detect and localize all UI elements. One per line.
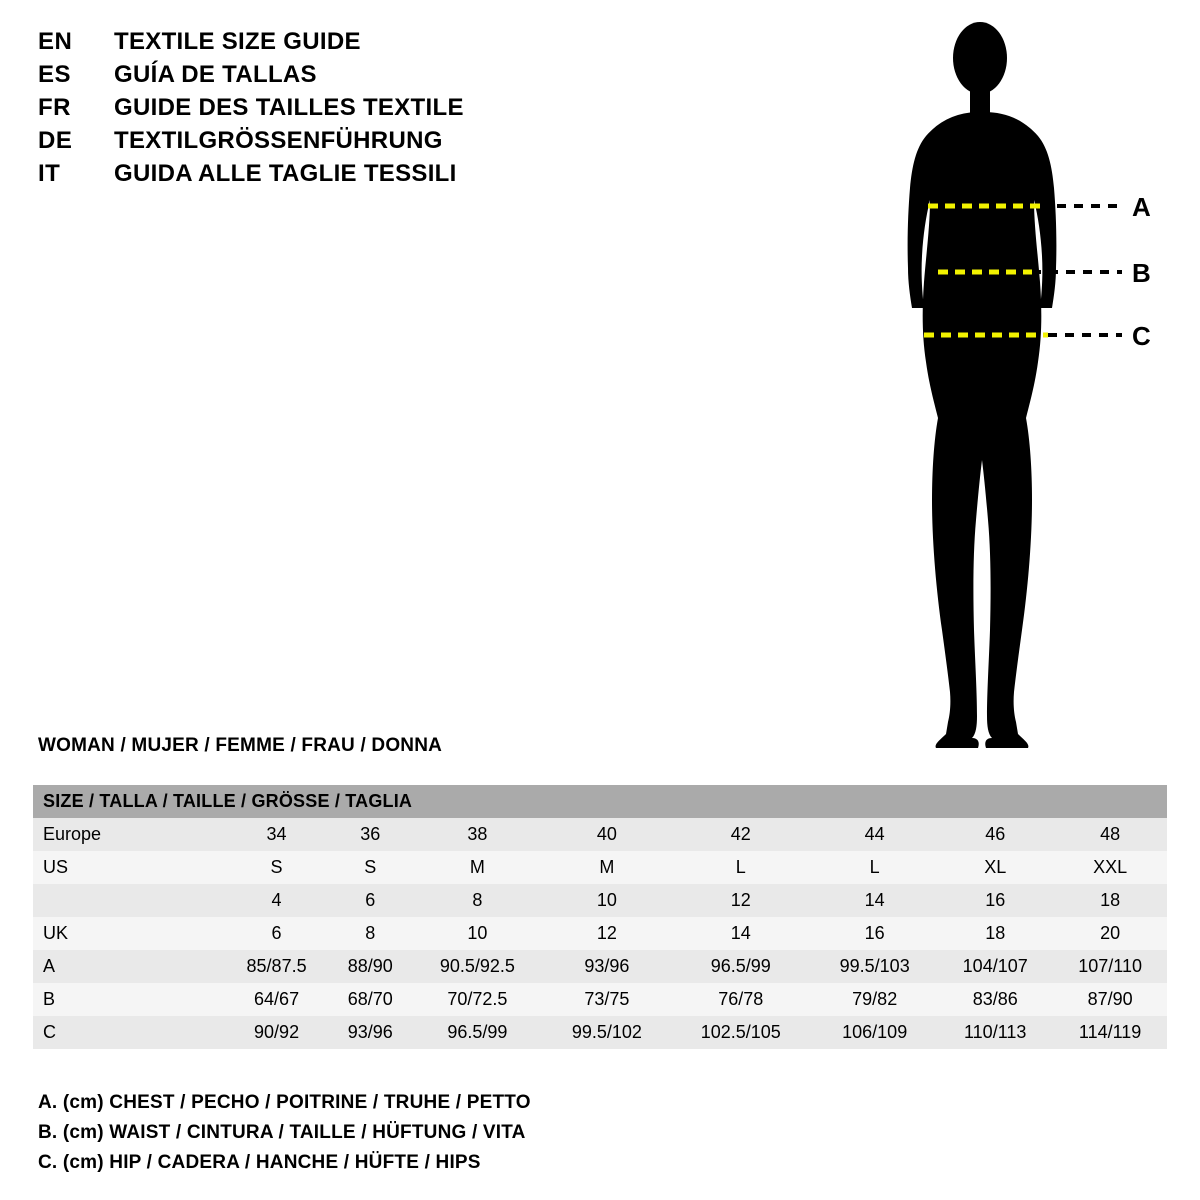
cell: 36: [330, 818, 410, 851]
title-row: [38, 94, 598, 127]
cell: L: [812, 851, 937, 884]
cell: 20: [1053, 917, 1167, 950]
measure-label-c: C: [1132, 321, 1151, 351]
table-header-label: SIZE / TALLA / TAILLE / GRÖSSE / TAGLIA: [33, 785, 1167, 818]
legend-line-a: A. (cm) CHEST / PECHO / POITRINE / TRUHE / PETTO: [38, 1092, 531, 1113]
title-lang-en: EN: [38, 28, 73, 55]
legend-line-b: B. (cm) WAIST / CINTURA / TAILLE / HÜFTUNG / VITA: [38, 1122, 526, 1143]
cell: 38: [410, 818, 544, 851]
cell: 34: [223, 818, 330, 851]
title-row: [38, 127, 598, 160]
table-row: [33, 950, 1167, 983]
table-row: [33, 851, 1167, 884]
cell: 16: [812, 917, 937, 950]
row-label-uk: UK: [33, 917, 223, 950]
cell: XXL: [1053, 851, 1167, 884]
row-label-b: B: [33, 983, 223, 1016]
cell: S: [223, 851, 330, 884]
cell: 48: [1053, 818, 1167, 851]
cell: 76/78: [669, 983, 812, 1016]
table-row: [33, 818, 1167, 851]
cell: 79/82: [812, 983, 937, 1016]
row-label-us-numeric: [33, 884, 223, 917]
measurement-figure: [860, 20, 1190, 750]
cell: 14: [669, 917, 812, 950]
title-lang-it: IT: [38, 160, 61, 187]
cell: 99.5/103: [812, 950, 937, 983]
table-row: [33, 917, 1167, 950]
cell: 46: [937, 818, 1053, 851]
cell: 6: [223, 917, 330, 950]
cell: 90/92: [223, 1016, 330, 1049]
cell: S: [330, 851, 410, 884]
cell: 40: [544, 818, 669, 851]
row-label-c: C: [33, 1016, 223, 1049]
cell: 110/113: [937, 1016, 1053, 1049]
title-text-it: GUIDA ALLE TAGLIE TESSILI: [114, 160, 457, 187]
cell: 114/119: [1053, 1016, 1167, 1049]
cell: 18: [1053, 884, 1167, 917]
cell: 4: [223, 884, 330, 917]
cell: 8: [330, 917, 410, 950]
title-text-fr: GUIDE DES TAILLES TEXTILE: [114, 94, 464, 121]
cell: 96.5/99: [669, 950, 812, 983]
cell: 12: [669, 884, 812, 917]
cell: 85/87.5: [223, 950, 330, 983]
legend: [38, 1088, 738, 1178]
cell: 8: [410, 884, 544, 917]
cell: XL: [937, 851, 1053, 884]
title-text-es: GUÍA DE TALLAS: [114, 61, 317, 88]
cell: 90.5/92.5: [410, 950, 544, 983]
cell: 99.5/102: [544, 1016, 669, 1049]
cell: 18: [937, 917, 1053, 950]
title-lang-es: ES: [38, 61, 72, 88]
cell: 93/96: [544, 950, 669, 983]
cell: 88/90: [330, 950, 410, 983]
cell: M: [544, 851, 669, 884]
cell: 102.5/105: [669, 1016, 812, 1049]
cell: 42: [669, 818, 812, 851]
table-row: [33, 1016, 1167, 1049]
table-row: [33, 983, 1167, 1016]
cell: 10: [410, 917, 544, 950]
female-silhouette-icon: [860, 20, 1190, 750]
cell: 87/90: [1053, 983, 1167, 1016]
measure-label-b: B: [1132, 258, 1151, 288]
cell: 12: [544, 917, 669, 950]
row-label-a: A: [33, 950, 223, 983]
cell: 64/67: [223, 983, 330, 1016]
cell: 104/107: [937, 950, 1053, 983]
title-block: [38, 28, 598, 193]
cell: 83/86: [937, 983, 1053, 1016]
title-text-en: TEXTILE SIZE GUIDE: [114, 28, 361, 55]
legend-line-c: C. (cm) HIP / CADERA / HANCHE / HÜFTE / HIPS: [38, 1152, 481, 1173]
measure-label-a: A: [1132, 192, 1151, 222]
title-row: [38, 61, 598, 94]
cell: 106/109: [812, 1016, 937, 1049]
cell: L: [669, 851, 812, 884]
cell: 16: [937, 884, 1053, 917]
cell: 107/110: [1053, 950, 1167, 983]
title-row: [38, 28, 598, 61]
cell: 70/72.5: [410, 983, 544, 1016]
cell: 6: [330, 884, 410, 917]
cell: M: [410, 851, 544, 884]
row-label-europe: Europe: [33, 818, 223, 851]
table-header-row: [33, 785, 1167, 818]
size-table: [33, 785, 1167, 1049]
title-text-de: TEXTILGRÖSSENFÜHRUNG: [114, 127, 443, 154]
row-label-us: US: [33, 851, 223, 884]
cell: 73/75: [544, 983, 669, 1016]
title-row: [38, 160, 598, 193]
section-caption: WOMAN / MUJER / FEMME / FRAU / DONNA: [38, 735, 443, 756]
cell: 68/70: [330, 983, 410, 1016]
table-row: [33, 884, 1167, 917]
cell: 96.5/99: [410, 1016, 544, 1049]
cell: 10: [544, 884, 669, 917]
title-lang-de: DE: [38, 127, 73, 154]
cell: 14: [812, 884, 937, 917]
cell: 44: [812, 818, 937, 851]
title-lang-fr: FR: [38, 94, 71, 121]
cell: 93/96: [330, 1016, 410, 1049]
